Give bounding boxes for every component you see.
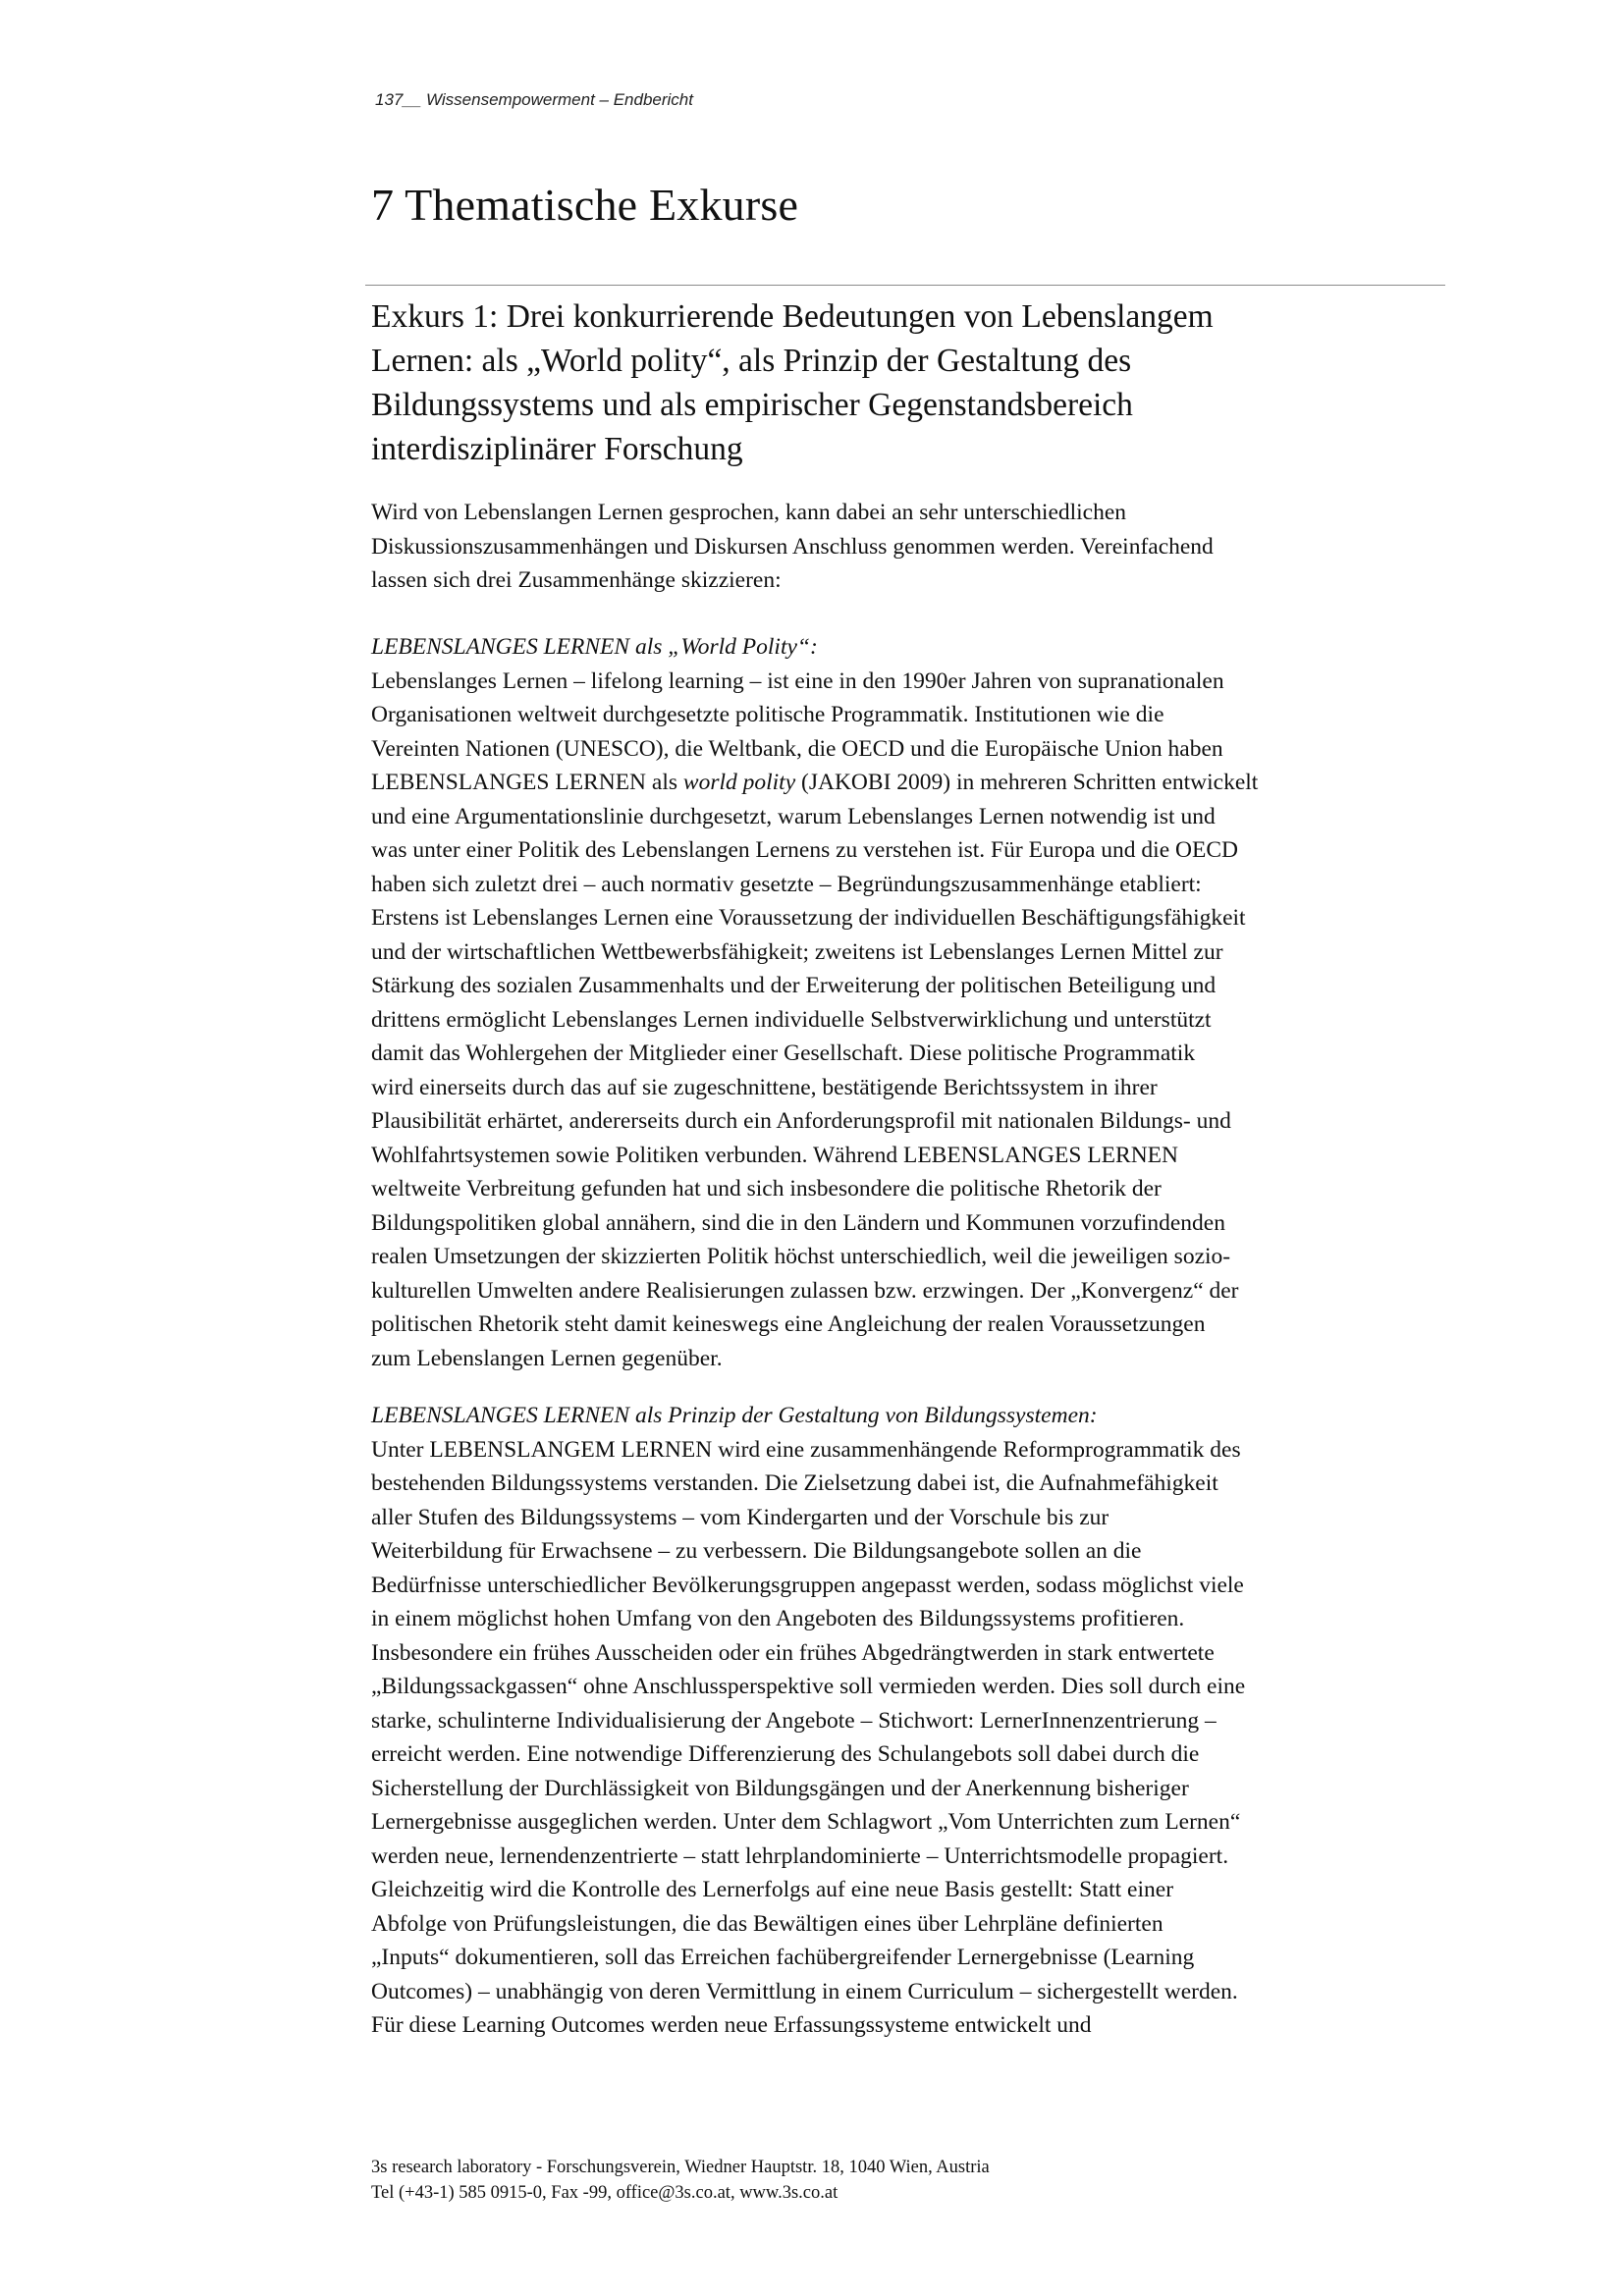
text-line: bestehenden Bildungssystems verstanden. Die Zielsetzung dabei ist, die Aufnahmefähigkeit	[371, 1470, 1218, 1496]
text-line: politischen Rhetorik steht damit keineswegs eine Angleichung der realen Voraussetzungen	[371, 1311, 1206, 1337]
section-title-line: interdisziplinärer Forschung	[371, 431, 743, 467]
text-line: kulturellen Umwelten andere Realisierungen zulassen bzw. erzwingen. Der „Konvergenz“ der	[371, 1277, 1239, 1304]
text-line: und eine Argumentationslinie durchgesetzt, warum Lebenslanges Lernen notwendig ist und	[371, 803, 1216, 829]
text-line: und der wirtschaftlichen Wettbewerbsfähigkeit; zweitens ist Lebenslanges Lernen Mittel zur	[371, 938, 1223, 965]
subsection-heading: LEBENSLANGES LERNEN als „World Polity“:	[371, 634, 818, 660]
text-line: aller Stufen des Bildungssystems – vom Kindergarten und der Vorschule bis zur	[371, 1504, 1109, 1530]
footer-address: 3s research laboratory - Forschungsverein, Wiedner Hauptstr. 18, 1040 Wien, Austria	[371, 2158, 990, 2177]
text-line: Plausibilität erhärtet, andererseits durch ein Anforderungsprofil mit nationalen Bildungs- und	[371, 1108, 1231, 1134]
world-polity-section	[371, 630, 1451, 1375]
text-line: Vereinten Nationen (UNESCO), die Weltbank, die OECD und die Europäische Union haben	[371, 735, 1223, 762]
text-line: zum Lebenslangen Lernen gegenüber.	[371, 1345, 723, 1371]
page-footer	[371, 2155, 990, 2206]
text-line: Bildungspolitiken global annähern, sind die in den Ländern und Kommunen vorzufindenden	[371, 1209, 1225, 1236]
section-title-line: Exkurs 1: Drei konkurrierende Bedeutungen von Lebenslangem	[371, 298, 1214, 335]
text-line: was unter einer Politik des Lebenslangen Lernens zu verstehen ist. Für Europa und die OECD	[371, 837, 1238, 863]
text-line: Diskussionszusammenhängen und Diskursen Anschluss genommen werden. Vereinfachend	[371, 533, 1214, 560]
text-line: in einem möglichst hohen Umfang von den Angeboten des Bildungssystems profitieren.	[371, 1606, 1185, 1631]
text-line: Insbesondere ein frühes Ausscheiden oder ein frühes Abgedrängtwerden in stark entwertete	[371, 1639, 1215, 1666]
text-line: „Inputs“ dokumentieren, soll das Erreichen fachübergreifender Lernergebnisse (Learning	[371, 1945, 1195, 1970]
text-line: Abfolge von Prüfungsleistungen, die das Bewältigen eines über Lehrpläne definierten	[371, 1910, 1163, 1937]
text-line: lassen sich drei Zusammenhänge skizzieren:	[371, 567, 782, 593]
text-line: Organisationen weltweit durchgesetzte politische Programmatik. Institutionen wie die	[371, 702, 1164, 727]
text-line: Outcomes) – unabhängig von deren Vermittlung in einem Curriculum – sichergestellt werden.	[371, 1978, 1238, 2004]
text-line	[371, 766, 1451, 800]
text-segment: (JAKOBI 2009) in mehreren Schritten entwickelt	[795, 770, 1259, 795]
text-line: wird einerseits durch das auf sie zugeschnittene, bestätigende Berichtssystem in ihrer	[371, 1074, 1158, 1100]
section-title-line: Bildungssystems und als empirischer Gegenstandsbereich	[371, 387, 1133, 423]
text-line: Lebenslanges Lernen – lifelong learning – ist eine in den 1990er Jahren von supranationalen	[371, 667, 1224, 694]
text-line: Sicherstellung der Durchlässigkeit von Bildungsgängen und der Anerkennung bisheriger	[371, 1775, 1189, 1801]
text-line: erreicht werden. Eine notwendige Differenzierung des Schulangebots soll dabei durch die	[371, 1741, 1200, 1767]
section-title-line: Lernen: als „World polity“, als Prinzip der Gestaltung des	[371, 343, 1132, 379]
text-line: „Bildungssackgassen“ ohne Anschlussperspektive soll vermieden werden. Dies soll durch eine	[371, 1674, 1246, 1699]
text-line: Weiterbildung für Erwachsene – zu verbessern. Die Bildungsangebote sollen an die	[371, 1538, 1142, 1564]
emphasis-term: world polity	[682, 770, 796, 795]
text-line: Wohlfahrtsystemen sowie Politiken verbunden. Während LEBENSLANGES LERNEN	[371, 1142, 1178, 1168]
running-header: 137__ Wissensempowerment – Endbericht	[375, 90, 693, 109]
text-line: Gleichzeitig wird die Kontrolle des Lernerfolgs auf eine neue Basis gestellt: Statt einer	[371, 1877, 1174, 1902]
text-line: starke, schulinterne Individualisierung der Angebote – Stichwort: LernerInnenzentrierung –	[371, 1707, 1217, 1734]
text-line: Für diese Learning Outcomes werden neue Erfassungssysteme entwickelt und	[371, 2012, 1092, 2038]
text-line: Lernergebnisse ausgeglichen werden. Unter dem Schlagwort „Vom Unterrichten zum Lernen“	[371, 1809, 1241, 1835]
text-line: damit das Wohlergehen der Mitglieder einer Gesellschaft. Diese politische Programmatik	[371, 1041, 1196, 1066]
text-line: werden neue, lernendenzentrierte – statt lehrplandominierte – Unterrichtsmodelle propagiert.	[371, 1842, 1229, 1869]
intro-paragraph	[371, 496, 1451, 598]
section-title	[371, 294, 1353, 471]
chapter-title: 7 Thematische Exkurse	[371, 180, 799, 230]
text-line: realen Umsetzungen der skizzierten Politik höchst unterschiedlich, weil die jeweiligen sozio-	[371, 1244, 1231, 1269]
text-line: Unter LEBENSLANGEM LERNEN wird eine zusammenhängende Reformprogrammatik des	[371, 1436, 1241, 1463]
bildungssysteme-section	[371, 1399, 1451, 2043]
text-line: weltweite Verbreitung gefunden hat und sich insbesondere die politische Rhetorik der	[371, 1176, 1162, 1201]
text-line: Bedürfnisse unterschiedlicher Bevölkerungsgruppen angepasst werden, sodass möglichst viele	[371, 1572, 1244, 1598]
text-line: drittens ermöglicht Lebenslanges Lernen individuelle Selbstverwirklichung und unterstützt	[371, 1006, 1212, 1033]
text-segment: LEBENSLANGES LERNEN als	[371, 770, 683, 795]
text-line: Wird von Lebenslangen Lernen gesprochen, kann dabei an sehr unterschiedlichen	[371, 500, 1127, 525]
footer-contact: Tel (+43-1) 585 0915-0, Fax -99, office@3s.co.at, www.3s.co.at	[371, 2183, 839, 2203]
text-line: Erstens ist Lebenslanges Lernen eine Voraussetzung der individuellen Beschäftigungsfähigkeit	[371, 905, 1246, 931]
text-line: Stärkung des sozialen Zusammenhalts und der Erweiterung der politischen Beteiligung und	[371, 973, 1217, 998]
text-line: haben sich zuletzt drei – auch normativ gesetzte – Begründungszusammenhänge etabliert:	[371, 871, 1202, 897]
section-divider	[365, 285, 1445, 286]
subsection-heading: LEBENSLANGES LERNEN als Prinzip der Gestaltung von Bildungssystemen:	[371, 1403, 1098, 1428]
